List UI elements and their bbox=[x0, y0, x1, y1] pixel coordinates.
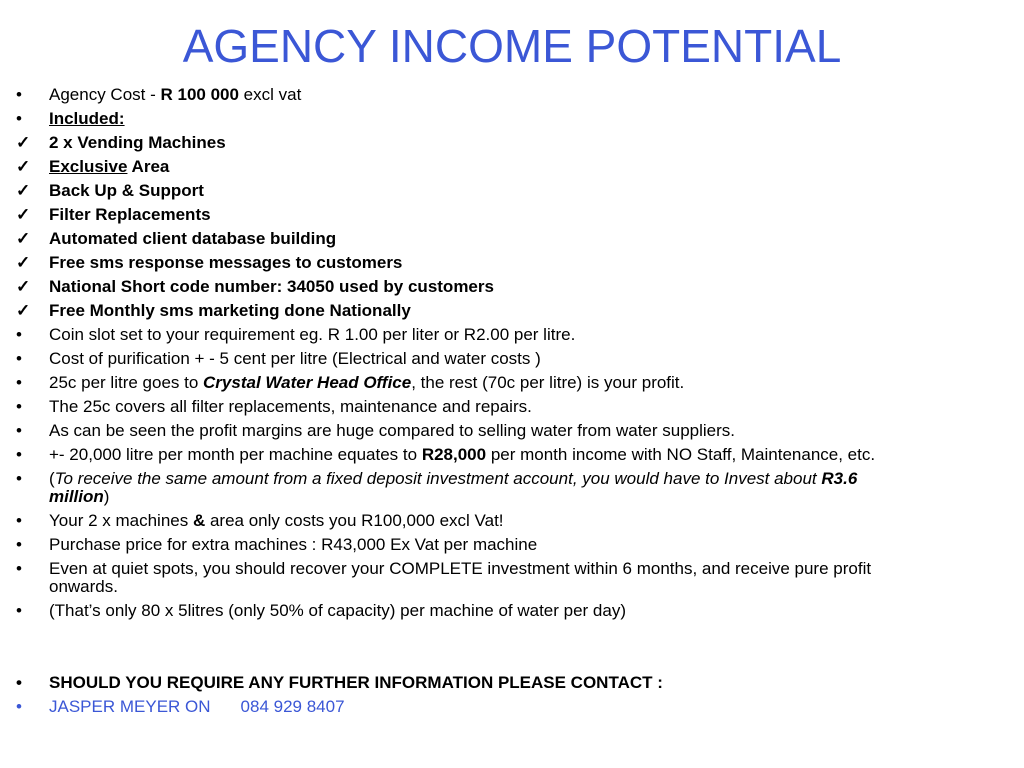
list-item-sms-marketing bbox=[16, 302, 916, 320]
contact-phone-number: 084 929 8407 bbox=[240, 697, 345, 716]
fixed-deposit-close: ) bbox=[103, 487, 110, 506]
bullet-marker: • bbox=[16, 673, 22, 692]
check-icon: ✓ bbox=[16, 253, 31, 272]
monthly-income-tail: per month income with NO Staff, Maintenance, etc. bbox=[486, 445, 876, 464]
profit-margins-text: As can be seen the profit margins are huge compared to selling water from water suppliers. bbox=[49, 421, 736, 440]
spacer bbox=[16, 626, 916, 674]
bullet-marker: • bbox=[16, 601, 22, 620]
short-code-text: National Short code number: 34050 used by customers bbox=[49, 277, 494, 296]
check-icon: ✓ bbox=[16, 205, 31, 224]
list-item-covers bbox=[16, 398, 916, 416]
machines-cost-tail: area only costs you R100,000 excl Vat! bbox=[205, 511, 504, 530]
check-icon: ✓ bbox=[16, 277, 31, 296]
agency-cost-amount: R 100 000 bbox=[160, 85, 239, 104]
check-icon: ✓ bbox=[16, 301, 31, 320]
list-item-capacity bbox=[16, 602, 916, 620]
list-item-agency-cost bbox=[16, 86, 916, 104]
list-item-extra-machines bbox=[16, 536, 916, 554]
bullet-marker: • bbox=[16, 397, 22, 416]
included-heading: Included: bbox=[49, 109, 125, 128]
list-item-contact-person bbox=[16, 698, 916, 716]
list-item-head-office bbox=[16, 374, 916, 392]
extra-machines-text: Purchase price for extra machines : R43,000 Ex Vat per machine bbox=[49, 535, 538, 554]
list-item-backup-support bbox=[16, 182, 916, 200]
head-office-tail: , the rest (70c per litre) is your profit. bbox=[411, 373, 685, 392]
head-office-brand: Crystal Water Head Office bbox=[203, 373, 412, 392]
list-item-coin-slot bbox=[16, 326, 916, 344]
vending-machines-text: 2 x Vending Machines bbox=[49, 133, 226, 152]
machines-cost-lead: Your 2 x machines bbox=[49, 511, 193, 530]
contact-heading-text: SHOULD YOU REQUIRE ANY FURTHER INFORMATION PLEASE CONTACT : bbox=[49, 673, 663, 692]
list-item-sms-responses bbox=[16, 254, 916, 272]
list-item-vending-machines bbox=[16, 134, 916, 152]
bullet-marker: • bbox=[16, 325, 22, 344]
list-item-short-code bbox=[16, 278, 916, 296]
coin-slot-text: Coin slot set to your requirement eg. R 1.00 per liter or R2.00 per litre. bbox=[49, 325, 576, 344]
backup-support-text: Back Up & Support bbox=[49, 181, 204, 200]
list-item-contact-heading bbox=[16, 674, 916, 692]
list-item-profit-margins bbox=[16, 422, 916, 440]
list-item-fixed-deposit bbox=[16, 470, 916, 506]
check-icon: ✓ bbox=[16, 133, 31, 152]
check-icon: ✓ bbox=[16, 229, 31, 248]
list-item-client-database bbox=[16, 230, 916, 248]
bullet-marker: • bbox=[16, 373, 22, 392]
recover-investment-text: Even at quiet spots, you should recover your COMPLETE investment within 6 months, and receive pure profit onwards. bbox=[49, 559, 872, 596]
fixed-deposit-open: ( bbox=[49, 469, 55, 488]
check-icon: ✓ bbox=[16, 181, 31, 200]
bullet-marker: • bbox=[16, 85, 22, 104]
exclusive-tail: Area bbox=[127, 157, 170, 176]
bullet-marker: • bbox=[16, 109, 22, 128]
agency-cost-tail: excl vat bbox=[238, 85, 302, 104]
exclusive-word: Exclusive bbox=[49, 157, 128, 176]
bullet-marker: • bbox=[16, 421, 22, 440]
capacity-text: (That’s only 80 x 5litres (only 50% of capacity) per machine of water per day) bbox=[49, 601, 627, 620]
bullet-marker: • bbox=[16, 511, 22, 530]
list-item-exclusive-area bbox=[16, 158, 916, 176]
list-item-filter-replacements bbox=[16, 206, 916, 224]
purification-cost-text: Cost of purification + - 5 cent per litre (Electrical and water costs ) bbox=[49, 349, 541, 368]
client-database-text: Automated client database building bbox=[49, 229, 337, 248]
agency-cost-label: Agency Cost - bbox=[49, 85, 161, 104]
filter-replacements-text: Filter Replacements bbox=[49, 205, 211, 224]
bullet-marker: • bbox=[16, 535, 22, 554]
fixed-deposit-amount: R3.6 million bbox=[49, 469, 858, 506]
fixed-deposit-lead: To receive the same amount from a fixed deposit investment account, you would have to Invest about bbox=[54, 469, 822, 488]
bullet-marker: • bbox=[16, 445, 22, 464]
monthly-income-lead: +- 20,000 litre per month per machine equates to bbox=[49, 445, 422, 464]
monthly-income-amount: R28,000 bbox=[421, 445, 487, 464]
bullet-marker: • bbox=[16, 559, 22, 578]
sms-responses-text: Free sms response messages to customers bbox=[49, 253, 403, 272]
contact-person-name: JASPER MEYER ON bbox=[49, 697, 211, 716]
bullet-marker: • bbox=[16, 349, 22, 368]
sms-marketing-text: Free Monthly sms marketing done Nationally bbox=[49, 301, 411, 320]
list-item-monthly-income bbox=[16, 446, 916, 464]
covers-text: The 25c covers all filter replacements, maintenance and repairs. bbox=[49, 397, 532, 416]
list-item-recover-investment bbox=[16, 560, 916, 596]
machines-cost-amp: & bbox=[192, 511, 206, 530]
bullet-marker: • bbox=[16, 697, 22, 716]
bullet-list bbox=[16, 86, 916, 722]
list-item-machines-cost bbox=[16, 512, 916, 530]
page-title: AGENCY INCOME POTENTIAL bbox=[182, 20, 842, 72]
bullet-marker: • bbox=[16, 469, 22, 488]
head-office-lead: 25c per litre goes to bbox=[49, 373, 204, 392]
list-item-purification-cost bbox=[16, 350, 916, 368]
list-item-included bbox=[16, 110, 916, 128]
check-icon: ✓ bbox=[16, 157, 31, 176]
